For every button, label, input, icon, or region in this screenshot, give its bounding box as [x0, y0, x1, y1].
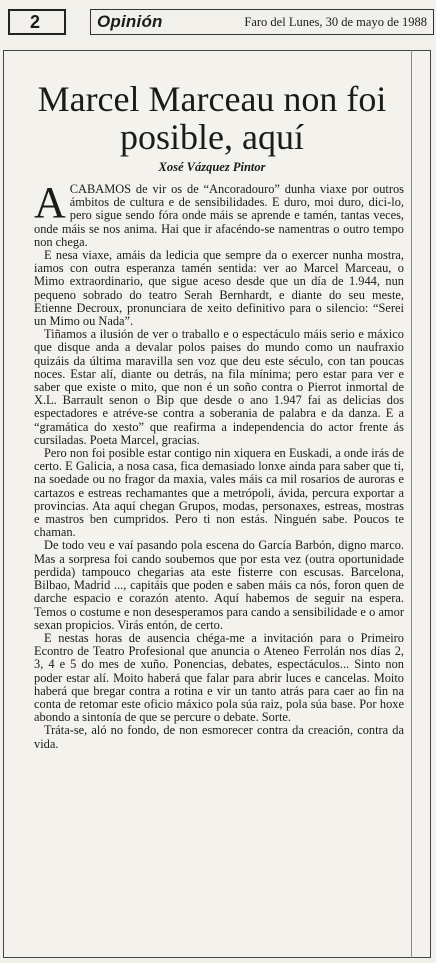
page-header	[0, 0, 436, 42]
article-headline: Marcel Marceau non foi posible, aquí	[37, 79, 387, 157]
paragraph-3: Tiñamos a ilusión de ver o traballo e o espectáculo máis serio e máxico que disque anda a devalar polos paises do mundo como un naufraxio quizáis da última maravilla sen voz que deu este século, con tan poucas noces. Estar alí, diante ou detrás, na fila mínima; pero estar para ver e saber que existe o mito, que non é un soño contra o Pierrot inmortal de X.L. Barrault senon o Bip que desde o ano 1.947 fai as delicias dos espectadores e atréve-se contra a soberania de palabra e da danza. E a “gramática do xesto” que reafirma a independencia do actor frente ás cursiladas. Poeta Marcel, gracias.	[34, 327, 404, 447]
paragraph-1-text: CABAMOS de vir os de “Ancoradouro” dunha viaxe por outros ámbitos de cultura e de sensibilidades. E duro, moi duro, dici-lo, pero sigue sendo fóra onde máis se aprende e tamén, tantas veces, onde máis se nos anima. Hai que ir afacéndo-se namentras o outro tempo non chega.	[34, 182, 404, 249]
article-body	[34, 178, 404, 751]
paragraph-7: Tráta-se, aló no fondo, de non esmorecer contra da creación, contra da vida.	[34, 723, 404, 751]
paragraph-2: E nesa viaxe, amáis da ledicia que sempre da o exercer nunha mostra, iamos con outra esperanza tamén sentida: ver ao Marcel Marceau, o Mimo extraordinario, que sigue aceso desde que un día de 1.944, nun pequeno sobrado do teatro Serah Bernhardt, e diante do seu meste, Etienne Decroux, pronunciara de xeito definitivo para o silencio: “Serei un Mimo ou Nada”.	[34, 248, 404, 329]
paragraph-4: Pero non foi posible estar contigo nin xiquera en Euskadi, a onde irás de certo. E Galicia, a nosa casa, fica demasiado lonxe ainda para saber que ti, na soedade ou no fragor da maxia, vales máis ca mil rosarios de auroras e cartazos e estreas rechamantes que a metrópoli, ávida, percura exportar a provincias. Ata aquí chegan Grupos, modas, personaxes, estreas, mostras e mastros ben cumpridos. Pero ti non estás. Ninguén sabe. Poucos te chaman.	[34, 446, 404, 540]
article-byline: Xosé Vázquez Pintor	[158, 160, 266, 174]
drop-cap: A	[34, 178, 66, 227]
paragraph-5: De todo veu e vaí pasando pola escena do García Barbón, digno marco. Mas a sorpresa foi cando soubemos que por esta vez (outra oportunidade perdida) tampouco chegarias ata este fisterre con escusas. Barcelona, Bilbao, Madrid ..., capitáis que poden e saben máis ca nós, foron quen de darche espacio e corazón atento. Aquí habemos de seguir na espera. Temos o costume e non desesperamos para cando a sensibilidade e o amor sexan propicios. Virás entón, de certo.	[34, 538, 404, 632]
publication-date: Faro del Lunes, 30 de mayo de 1988	[244, 15, 427, 29]
paragraph-6: E nestas horas de ausencia chéga-me a invitación para o Primeiro Econtro de Teatro Profesional que anuncia o Ateneo Ferrolán nos días 2, 3, 4 e 5 do mes de xuño. Ponencias, debates, espectáculos... Sinto non poder estar alí. Moito haberá que falar para abrir luces e cancelas. Moito haberá que bregar contra a rotina e vir un tanto atrás para caer ao fin na conta de retomar este oficio máxico pola súa raiz, pola súa base. Por hoxe abondo a sintonía de que se percure o debate. Sorte.	[34, 630, 404, 725]
page-number: 2	[8, 9, 66, 35]
paragraph-1	[34, 178, 404, 249]
section-banner	[90, 9, 434, 35]
section-name: Opinión	[97, 12, 163, 31]
column-divider	[411, 50, 412, 958]
